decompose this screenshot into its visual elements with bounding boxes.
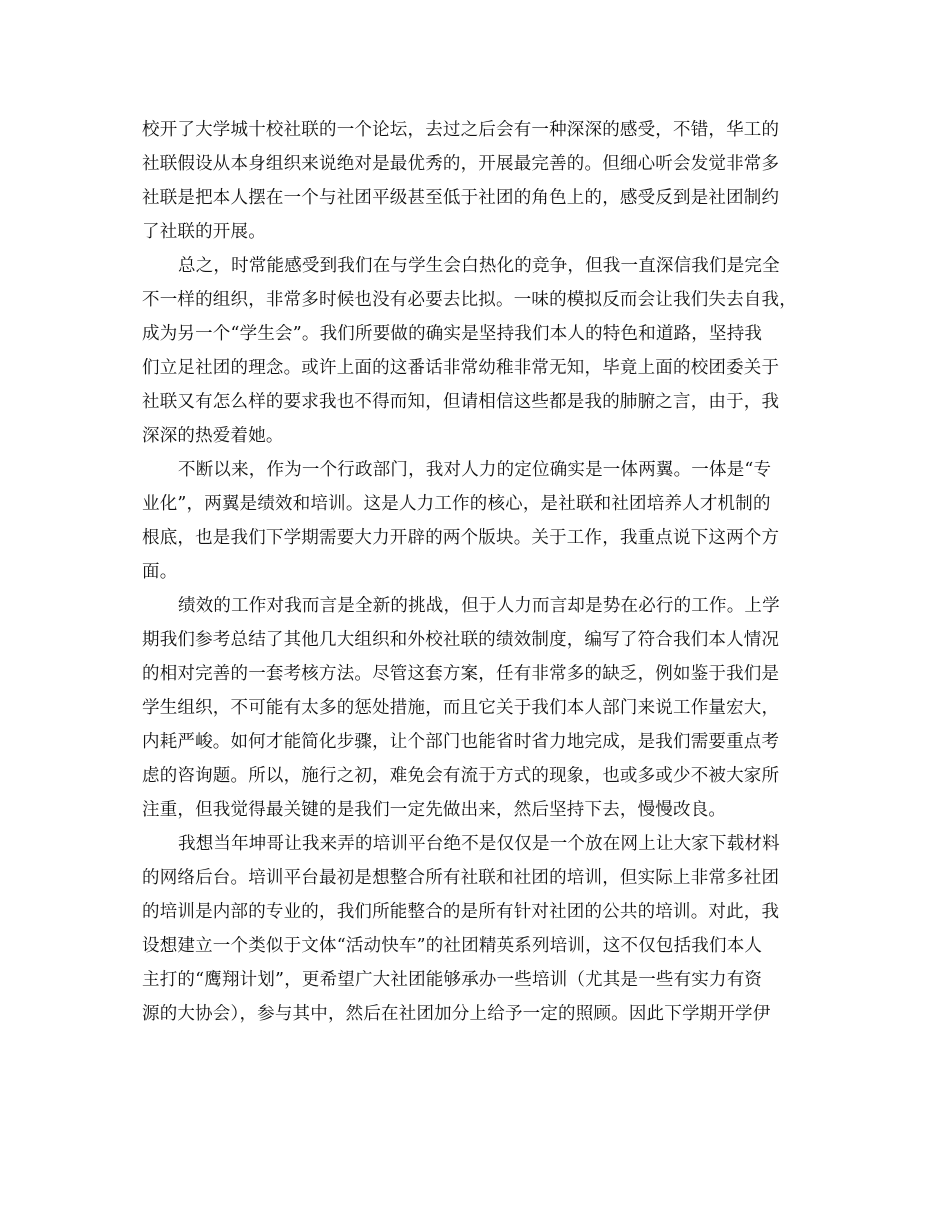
document-body <box>142 113 814 1031</box>
paragraph-1-line-3: 社联是把本人摆在一个与社团平级甚至低于社团的角色上的，感受反到是社团制约 <box>142 188 780 208</box>
paragraph-2-line-6: 深深的热爱着她。 <box>142 426 284 446</box>
paragraph-4-line-2: 期我们参考总结了其他几大组织和外校社联的绩效制度，编写了符合我们本人情况 <box>142 630 780 650</box>
paragraph-2-line-3: 成为另一个“学生会”。我们所要做的确实是坚持我们本人的特色和道路，坚持我 <box>142 324 763 344</box>
paragraph-4-line-5: 内耗严峻。如何才能简化步骤，让个部门也能省时省力地完成，是我们需要重点考 <box>142 732 780 752</box>
paragraph-4-line-6: 虑的咨询题。所以，施行之初，难免会有流于方式的现象，也或多或少不被大家所 <box>142 766 780 786</box>
paragraph-5-line-6: 源的大协会），参与其中，然后在社团加分上给予一定的照顾。因此下学期开学伊 <box>142 1004 771 1024</box>
paragraph-5-line-3: 的培训是内部的专业的，我们所能整合的是所有针对社团的公共的培训。对此，我 <box>142 902 780 922</box>
paragraph-2-line-1: 总之，时常能感受到我们在与学生会白热化的竞争，但我一直深信我们是完全 <box>178 256 780 276</box>
paragraph-3-line-1: 不断以来，作为一个行政部门，我对人力的定位确实是一体两翼。一体是“专 <box>178 460 772 480</box>
paragraph-5-line-4: 设想建立一个类似于文体“活动快车”的社团精英系列培训，这不仅包括我们本人 <box>142 936 763 956</box>
paragraph-3-line-4: 面。 <box>142 562 178 582</box>
paragraph-1-line-1: 校开了大学城十校社联的一个论坛，去过之后会有一种深深的感受，不错，华工的 <box>142 120 780 140</box>
paragraph-2-line-2: 不一样的组织，非常多时候也没有必要去比拟。一味的模拟反而会让我们失去自我， <box>142 290 797 310</box>
paragraph-3-line-3: 根底，也是我们下学期需要大力开辟的两个版块。关于工作，我重点说下这两个方 <box>142 528 780 548</box>
paragraph-2-line-4: 们立足社团的理念。或许上面的这番话非常幼稚非常无知，毕竟上面的校团委关于 <box>142 358 780 378</box>
paragraph-3-line-2: 业化”，两翼是绩效和培训。这是人力工作的核心，是社联和社团培养人才机制的 <box>142 494 771 514</box>
paragraph-4-line-1: 绩效的工作对我而言是全新的挑战，但于人力而言却是势在必行的工作。上学 <box>178 596 780 616</box>
paragraph-4-line-3: 的相对完善的一套考核方法。尽管这套方案，任有非常多的缺乏，例如鉴于我们是 <box>142 664 780 684</box>
paragraph-4-line-4: 学生组织，不可能有太多的惩处措施，而且它关于我们本人部门来说工作量宏大， <box>142 698 780 718</box>
paragraph-4-line-7: 注重，但我觉得最关键的是我们一定先做出来，然后坚持下去，慢慢改良。 <box>142 800 727 820</box>
paragraph-5-line-1: 我想当年坤哥让我来弄的培训平台绝不是仅仅是一个放在网上让大家下载材料 <box>178 834 780 854</box>
paragraph-5-line-2: 的网络后台。培训平台最初是想整合所有社联和社团的培训，但实际上非常多社团 <box>142 868 780 888</box>
paragraph-5-line-5: 主打的“鹰翔计划”，更希望广大社团能够承办一些培训（尤其是一些有实力有资 <box>142 970 763 990</box>
paragraph-1-line-4: 了社联的开展。 <box>142 222 266 242</box>
paragraph-2-line-5: 社联又有怎么样的要求我也不得而知，但请相信这些都是我的肺腑之言，由于，我 <box>142 392 780 412</box>
paragraph-1-line-2: 社联假设从本身组织来说绝对是最优秀的，开展最完善的。但细心听会发觉非常多 <box>142 154 780 174</box>
